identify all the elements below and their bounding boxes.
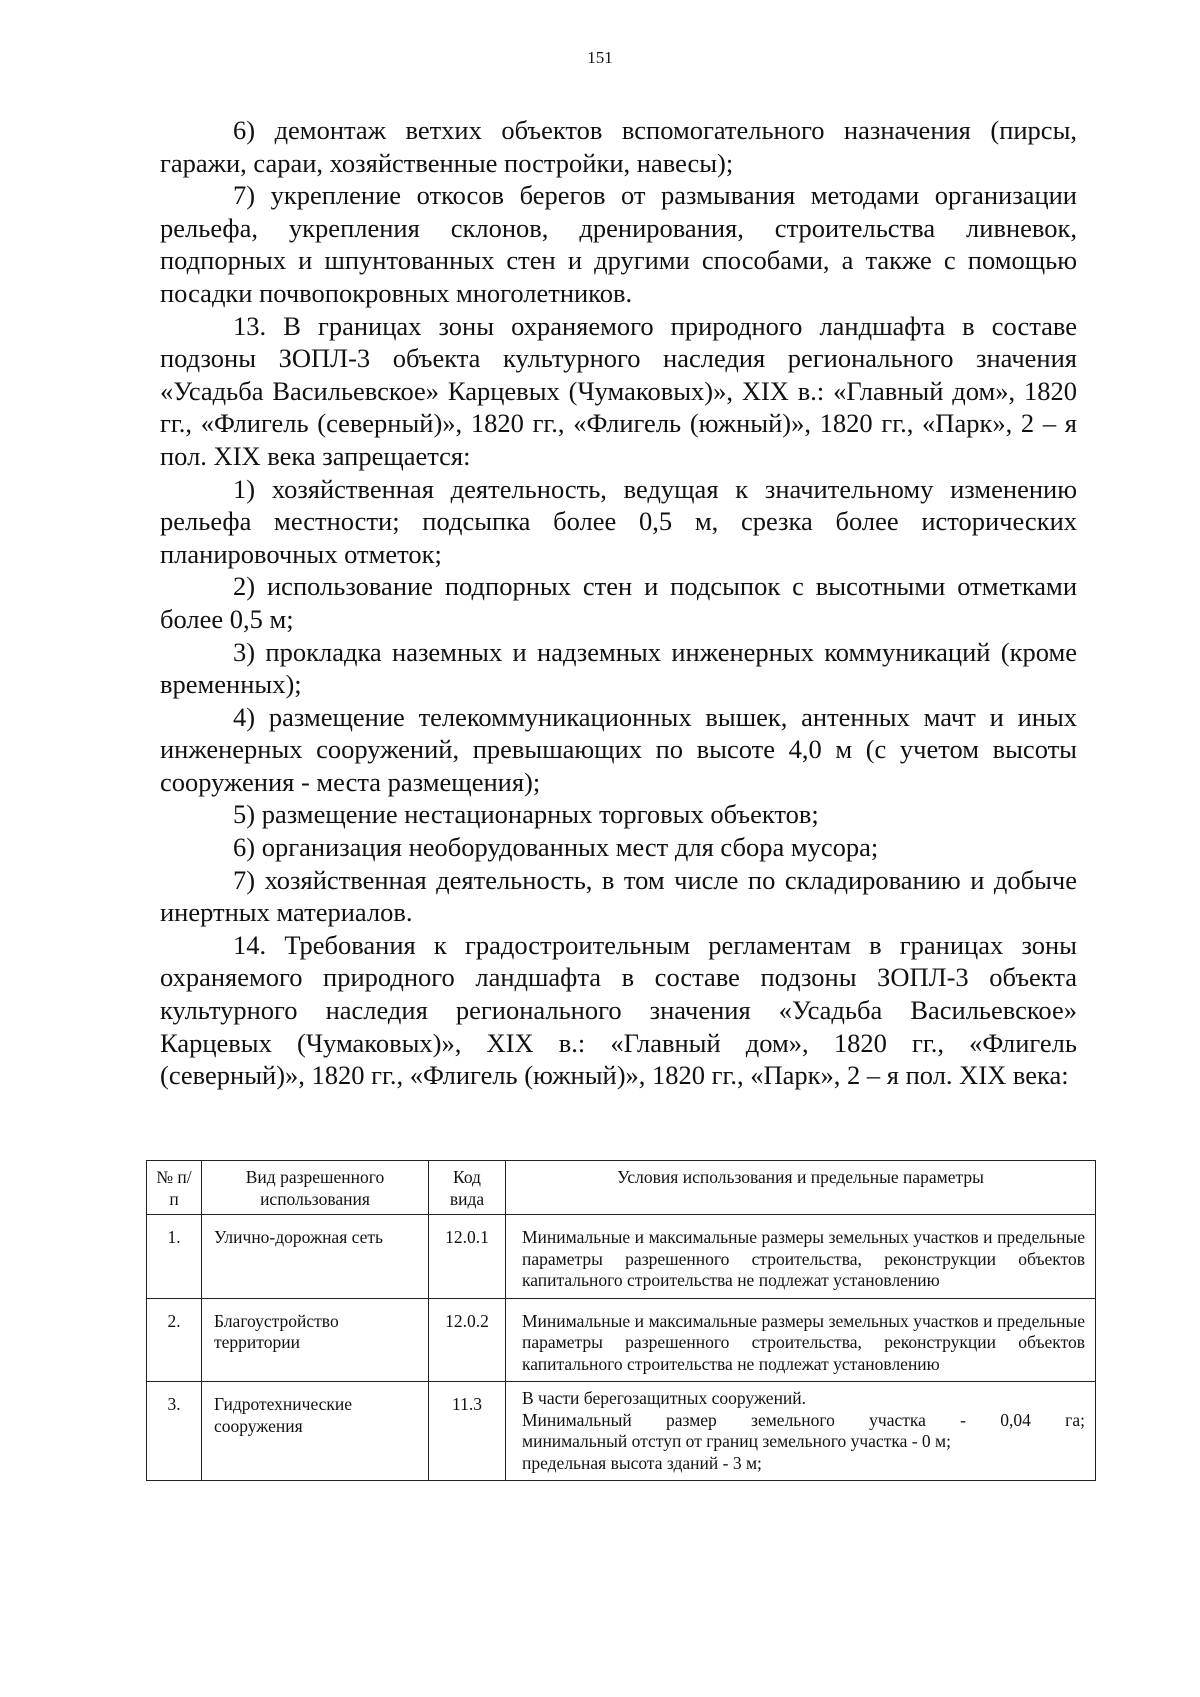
row-code: 12.0.2 [429, 1298, 506, 1382]
table-row [147, 1382, 1096, 1481]
document-body [160, 114, 1077, 1092]
paragraph-section-14-requirements: 14. Требования к градостроительным регламентам в границах зоны охраняемого природного ландшафта в составе подзоны ЗОПЛ-3 объекта культурного наследия регионального значения «Усадьба Васильевское» Карцевых (Чумаковых)», XIX в.: «Главный дом», 1820 гг., «Флигель (северный)», 1820 гг., «Флигель (южный)», 1820 гг., «Парк», 2 – я пол. XIX века: [160, 929, 1077, 1091]
condition-line: Минимальный размер земельного участка - 0,04 га; [522, 1409, 1085, 1430]
prohibition-item-2: 2) использование подпорных стен и подсыпок с высотными отметками более 0,5 м; [160, 571, 1077, 634]
row-num: 1. [147, 1215, 202, 1299]
condition-line: Минимальные и максимальные размеры земельных участков и предельные параметры разрешенного строительства, реконструкции объектов капитального строительства не подлежат установлению [522, 1310, 1085, 1374]
condition-line: предельная высота зданий - 3 м; [522, 1452, 762, 1473]
row-code: 11.3 [429, 1382, 506, 1481]
condition-line: Минимальные и максимальные размеры земельных участков и предельные параметры разрешенного строительства, реконструкции объектов капитального строительства не подлежат установлению [522, 1227, 1085, 1290]
prohibition-item-4: 4) размещение телекоммуникационных вышек, антенных мачт и иных инженерных сооружений, превышающих по высоте 4,0 м (с учетом высоты сооружения - места размещения); [160, 701, 1077, 797]
row-code: 12.0.1 [429, 1215, 506, 1299]
permitted-use-table [146, 1160, 1096, 1481]
row-use-type: Благоустройство территории [202, 1298, 429, 1382]
paragraph-section-13-prohibitions: 13. В границах зоны охраняемого природного ландшафта в составе подзоны ЗОПЛ-3 объекта культурного наследия регионального значения «Усадьба Васильевское» Карцевых (Чумаковых)», XIX в.: «Главный дом», 1820 гг., «Флигель (северный)», 1820 гг., «Флигель (южный)», 1820 гг., «Парк», 2 – я пол. XIX века запрещается: [160, 310, 1077, 471]
row-conditions [506, 1215, 1096, 1299]
row-conditions [506, 1298, 1096, 1382]
table-header-row [147, 1161, 1096, 1215]
table-row [147, 1215, 1096, 1299]
header-use-type: Вид разрешенного использования [202, 1161, 429, 1215]
prohibition-item-1: 1) хозяйственная деятельность, ведущая к значительному изменению рельефа местности; подсыпка более 0,5 м, срезка более исторических планировочных отметок; [160, 473, 1077, 569]
header-num: № п/п [147, 1161, 202, 1215]
row-conditions [506, 1382, 1096, 1481]
page-number: 151 [587, 48, 613, 67]
prohibition-item-5: 5) размещение нестационарных торговых объектов; [233, 799, 819, 830]
prohibition-item-6: 6) организация необорудованных мест для сбора мусора; [233, 832, 879, 863]
paragraph-item-7-slope-reinforcement: 7) укрепление откосов берегов от размывания методами организации рельефа, укрепления склонов, дренирования, строительства ливневок, подпорных и шпунтованных стен и другими способами, а также с помощью посадки почвопокровных многолетников. [160, 180, 1077, 308]
prohibition-item-3: 3) прокладка наземных и надземных инженерных коммуникаций (кроме временных); [160, 636, 1077, 700]
condition-line: минимальный отступ от границ земельного участка - 0 м; [522, 1431, 951, 1451]
row-use-type: Гидротехнические сооружения [202, 1382, 429, 1481]
condition-line: В части берегозащитных сооружений. [522, 1388, 807, 1408]
header-code: Код вида [429, 1161, 506, 1215]
table-row [147, 1298, 1096, 1382]
paragraph-item-6-demolition: 6) демонтаж ветхих объектов вспомогательного назначения (пирсы, гаражи, сараи, хозяйственные постройки, навесы); [160, 115, 1077, 178]
row-use-type: Улично-дорожная сеть [202, 1215, 429, 1299]
row-num: 3. [147, 1382, 202, 1481]
header-conditions: Условия использования и предельные параметры [506, 1161, 1096, 1215]
prohibition-item-7: 7) хозяйственная деятельность, в том числе по складированию и добыче инертных материалов. [160, 864, 1077, 928]
row-num: 2. [147, 1298, 202, 1382]
